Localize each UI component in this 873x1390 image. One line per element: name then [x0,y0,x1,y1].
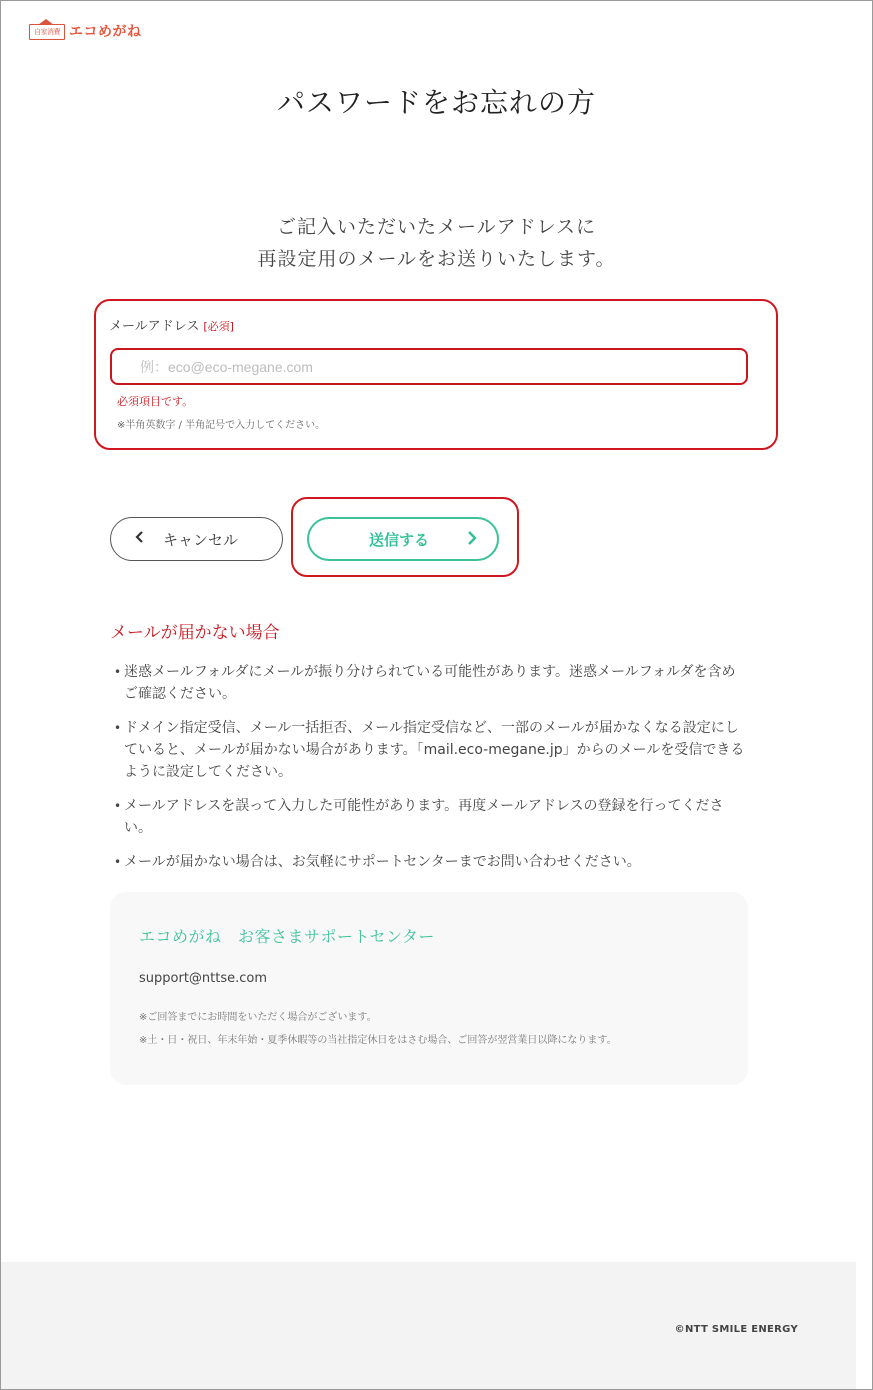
email-label [109,315,234,334]
site-logo[interactable] [29,21,142,41]
error-message: 必須項目です。 [117,395,194,408]
input-note: ※半角英数字 / 半角記号で入力してください。 [117,420,326,431]
list-item: • メールが届かない場合は、お気軽にサポートセンターまでお問い合わせください。 [114,851,746,873]
chevron-left-icon [135,531,145,547]
list-item: • 迷惑メールフォルダにメールが振り分けられている可能性があります。迷惑メールフォルダを含めご確認ください。 [114,661,746,705]
house-logo-icon [29,24,65,40]
cancel-button[interactable] [110,517,283,561]
help-title: メールが届かない場合 [110,623,280,643]
footer [1,1262,856,1390]
support-note: ※ご回答までにお時間をいただく場合がございます。 [139,1012,377,1023]
logo-badge: 自家消費 [34,28,60,36]
required-tag: [必須] [203,320,234,333]
submit-button-label: 送信する [369,530,430,549]
support-email[interactable]: support@nttse.com [139,971,268,986]
cancel-button-label: キャンセル [163,530,239,549]
support-box [110,892,748,1085]
page-title: パスワードをお忘れの方 [276,86,596,119]
help-list [114,661,746,885]
list-item: • メールアドレスを誤って入力した可能性があります。再度メールアドレスの登録を行ってください。 [114,795,746,839]
lead-text [1,211,872,275]
email-input[interactable] [110,348,748,385]
logo-name: エコめがね [69,24,142,40]
lead-line-2: 再設定用のメールをお送りいたします。 [257,248,616,270]
support-title: エコめがね お客さまサポートセンター [139,927,435,946]
email-label-text: メールアドレス [109,319,200,334]
list-item: • ドメイン指定受信、メール一括拒否、メール指定受信など、一部のメールが届かなくなる設定にしていると、メールが届かない場合があります。「mail.eco-megane.jp」からのメールを受信できるように設定してください。 [114,717,746,783]
submit-button[interactable] [307,517,499,561]
chevron-right-icon [467,530,477,549]
copyright: ©NTT SMILE ENERGY [674,1324,798,1335]
support-note: ※土・日・祝日、年末年始・夏季休暇等の当社指定休日をはさむ場合、ご回答が翌営業日以降になります。 [139,1035,617,1046]
lead-line-1: ご記入いただいたメールアドレスに [276,216,597,238]
